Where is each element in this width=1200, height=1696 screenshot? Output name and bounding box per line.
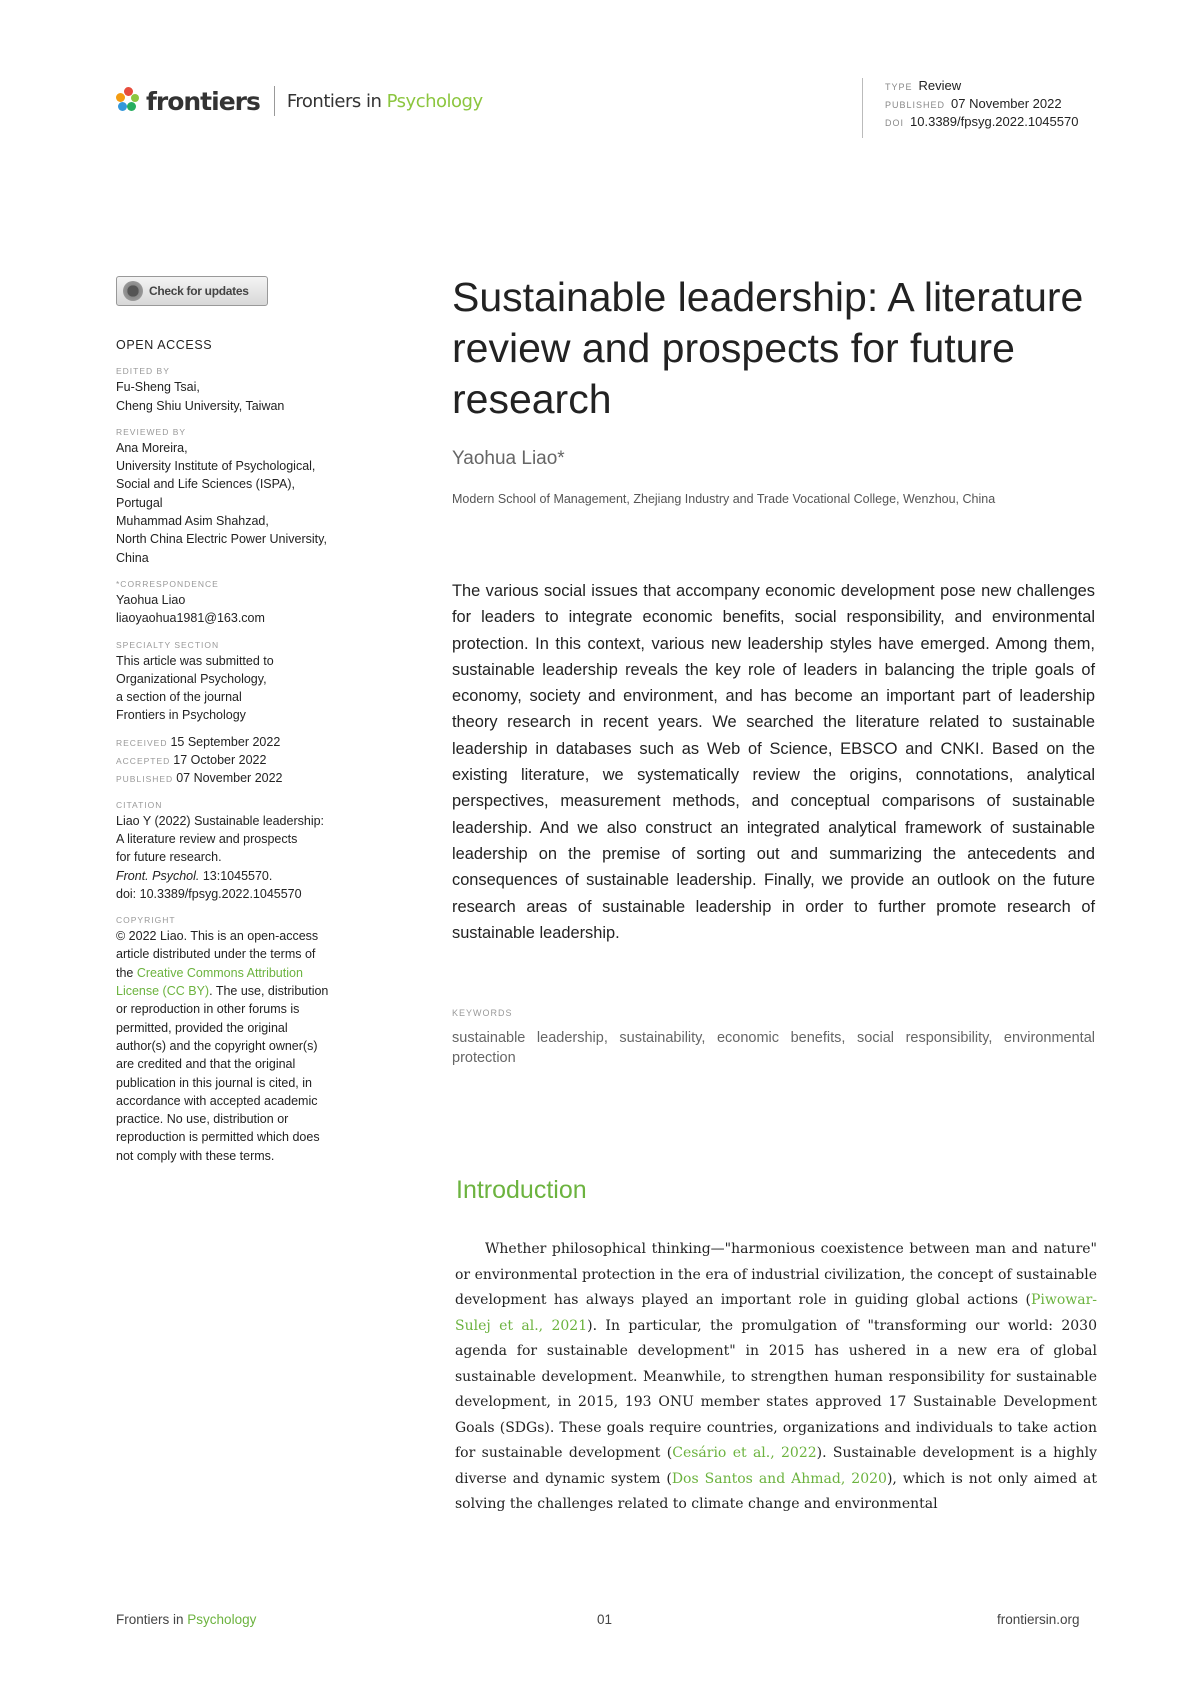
received-date: RECEIVED 15 September 2022 [116,734,281,749]
logo-wordmark: frontiers [146,86,260,116]
keywords-label: KEYWORDS [452,1008,513,1018]
journal-name: Frontiers in Psychology [286,90,483,112]
citation-link[interactable]: Cesário et al., 2022 [672,1445,817,1461]
cc-license-link[interactable]: Creative Commons Attribution [136,965,303,980]
citation: Liao Y (2022) Sustainable leadership: A literature review and prospects for future research. Front. Psychol. 13:1045570. doi: 10.3389/fpsyg.2022.1045570 [116,812,376,903]
check-updates-icon [123,281,143,301]
citation-doi[interactable]: doi: 10.3389/fpsyg.2022.1045570 [116,886,302,901]
meta-published: PUBLISHED 07 November 2022 [885,96,1062,111]
meta-doi[interactable]: DOI 10.3389/fpsyg.2022.1045570 [885,114,1079,129]
cc-by-link[interactable]: License (CC BY) [116,984,210,999]
article-title: Sustainable leadership: A literature review and prospects for future research [452,274,1084,422]
logo-divider [274,86,275,116]
edited-by-label: EDITED BY [116,366,170,377]
footer-journal: Frontiers in Psychology [116,1612,257,1627]
copyright-label: COPYRIGHT [116,915,176,926]
published-date: PUBLISHED 07 November 2022 [116,771,283,786]
open-access-label: OPEN ACCESS [116,338,213,352]
specialty-section-label: SPECIALTY SECTION [116,639,220,650]
copyright: © 2022 Liao. This is an open-access article distributed under the terms of the Creative Commons Attribution License (CC BY). The use, distribution or reproduction in other forums is permitted, provided the original author(s) and the copyright owner(s) are credited and that the original publication in this journal is cited, in accordance with accepted academic practice. No use, distribution or reproduction is permitted which does not comply with these terms. [116,929,329,1163]
edited-by: Fu-Sheng Tsai, Cheng Shiu University, Taiwan [116,380,285,413]
correspondence-label: *CORRESPONDENCE [116,578,219,589]
author-affiliation: Modern School of Management, Zhejiang Industry and Trade Vocational College, Wenzhou, China [452,492,996,506]
specialty-section: This article was submitted to Organizational Psychology, a section of the journal Frontiers in Psychology [116,653,274,723]
accepted-date: ACCEPTED 17 October 2022 [116,753,267,768]
abstract: The various social issues that accompany economic development pose new challenges for leaders to integrate economic benefits, social responsibility, and environmental protection. In this context, various new leadership styles have emerged. Among them, sustainable leadership reveals the key role of leaders in balancing the triple goals of economy, society and environment, and has become an important part of leadership theory research in recent years. We searched the literature related to sustainable leadership in databases such as Web of Science, EBSCO and CNKI. Based on the existing literature, we systematically review the origins, connotations, analytical perspectives, measurement methods, and conceptual comparisons of sustainable leadership. And we also construct an integrated analytical framework of sustainable leadership on the premise of sorting out and summarizing the antecedents and consequences of sustainable leadership. Finally, we provide an outlook on the future research areas of sustainable leadership in order to further promote research of sustainable leadership. [452,582,1095,942]
correspondence-email[interactable]: liaoyaohua1981@163.com [116,611,265,626]
introduction-heading: Introduction [456,1176,587,1204]
reviewed-by-label: REVIEWED BY [116,426,187,437]
article-author[interactable]: Yaohua Liao* [452,448,565,469]
keywords: sustainable leadership, sustainability, economic benefits, social responsibility, environmental protection [452,1030,1095,1066]
article-sidebar [116,276,376,1165]
correspondence: Yaohua Liao liaoyaohua1981@163.com [116,591,376,628]
footer-site-link[interactable]: frontiersin.org [997,1612,1080,1627]
citation-label: CITATION [116,799,163,810]
article-meta [862,78,1078,138]
meta-type: TYPE Review [885,78,962,93]
citation-link[interactable]: Piwowar-Sulej et al., 2021 [455,1292,1097,1334]
article-dates [116,733,376,788]
page-number: 01 [597,1612,613,1627]
frontiers-logo[interactable] [114,84,483,118]
citation-link[interactable]: Dos Santos and Ahmad, 2020 [671,1470,887,1487]
reviewed-by: Ana Moreira, University Institute of Psychological, Social and Life Sciences (ISPA), Portugal Muhammad Asim Shahzad, North China Electric Power University, China [116,440,327,565]
frontiers-logo-icon [114,87,142,115]
check-updates-button[interactable]: Check for updates [116,276,268,306]
introduction-paragraph: Whether philosophical thinking—"harmonious coexistence between man and nature" or environmental protection in the era of industrial civilization, the concept of sustainable development has always played an important role in guiding global actions (Piwowar-Sulej et al., 2021). In particular, the promulgation of "transforming our world: 2030 agenda for sustainable development" in 2015 has ushered in a new era of global sustainable development. Meanwhile, to strengthen human responsibility for sustainable development, in 2015, 193 ONU member states approved 17 Sustainable Development Goals (SDGs). These goals require countries, organizations and individuals to take action for sustainable development (Cesário et al., 2022). Sustainable development is a highly diverse and dynamic system (Dos Santos and Ahmad, 2020), which is not only aimed at solving the challenges related to climate change and environmental [455,1241,1097,1512]
